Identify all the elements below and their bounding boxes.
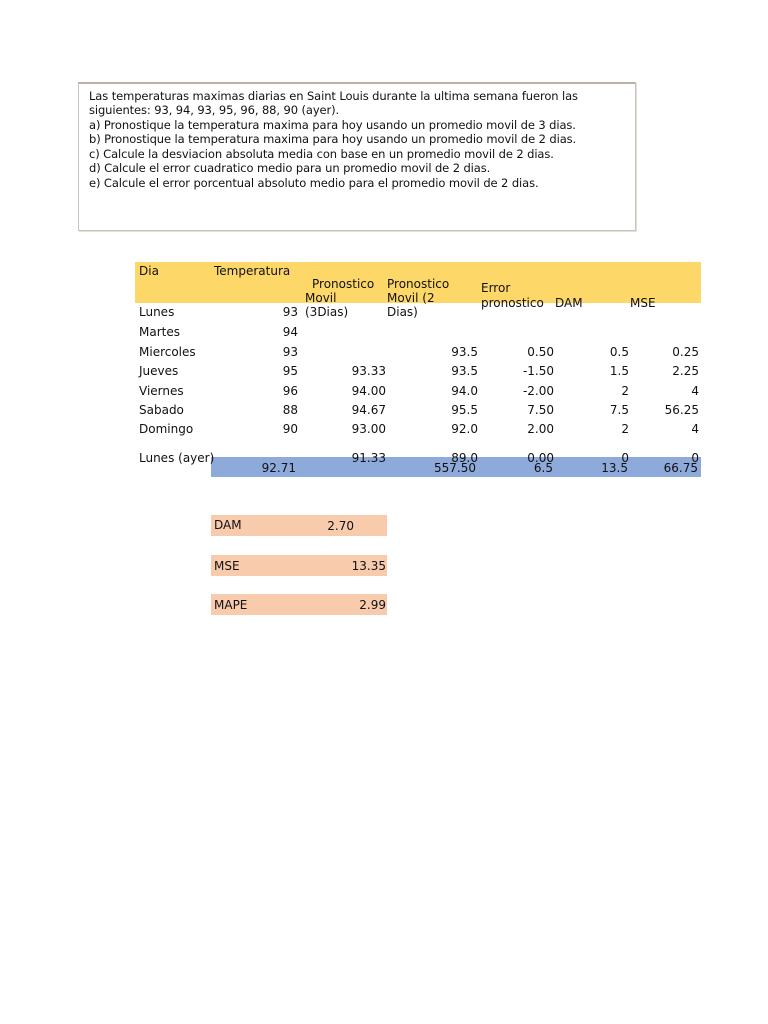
cell-dam: 7.5	[609, 403, 629, 417]
summary-label: MSE	[214, 559, 240, 573]
cell-error: 0.00	[527, 451, 554, 465]
cell-dam: 2	[621, 422, 629, 436]
cell-pm2: 89.0	[451, 451, 478, 465]
cell-dam: 0.5	[609, 345, 629, 359]
cell-pm3: 94.00	[351, 384, 386, 398]
summary-value: 13.35	[351, 559, 386, 573]
header-pm2-line2: Movil (2	[387, 291, 435, 305]
cell-error: -1.50	[522, 364, 554, 378]
cell-dia: Lunes	[139, 305, 175, 319]
cell-mse: 56.25	[664, 403, 699, 417]
cell-mse: 0	[691, 451, 699, 465]
problem-line: d) Calcule el error cuadratico medio para un promedio movil de 2 dias.	[89, 161, 491, 175]
problem-line: Las temperaturas maximas diarias en Saint Louis durante la ultima semana fueron las	[89, 89, 578, 103]
problem-line: b) Pronostique la temperatura maxima para hoy usando un promedio movil de 2 dias.	[89, 132, 577, 146]
header-temperatura: Temperatura	[214, 264, 291, 278]
cell-temp: 88	[282, 403, 298, 417]
cell-dia: Martes	[139, 325, 180, 339]
total-mse: 66.75	[663, 461, 698, 475]
total-pm2: 557.50	[434, 461, 476, 475]
total-temp: 92.71	[261, 461, 296, 475]
cell-pm2: 95.5	[451, 403, 478, 417]
cell-pm3: 91.33	[351, 451, 386, 465]
cell-temp: 96	[282, 384, 298, 398]
cell-dam: 1.5	[609, 364, 629, 378]
header-pm3-line2: Movil	[305, 291, 337, 305]
cell-dia: Jueves	[139, 364, 179, 378]
cell-error: 2.00	[527, 422, 554, 436]
cell-dia: Miercoles	[139, 345, 196, 359]
header-mse: MSE	[630, 296, 656, 310]
cell-pm2: 92.0	[451, 422, 478, 436]
cell-dam: 2	[621, 384, 629, 398]
header-error-line2: pronostico	[481, 296, 544, 310]
cell-pm2: 93.5	[451, 345, 478, 359]
cell-mse: 4	[691, 384, 699, 398]
cell-error: 7.50	[527, 403, 554, 417]
summary-label: DAM	[214, 518, 242, 532]
cell-error: -2.00	[522, 384, 554, 398]
cell-pm3: 93.33	[351, 364, 386, 378]
header-dam: DAM	[555, 296, 583, 310]
cell-error: 0.50	[527, 345, 554, 359]
summary-value: 2.99	[359, 598, 386, 612]
header-pm2-line3: Dias)	[387, 305, 418, 319]
cell-temp: 95	[282, 364, 298, 378]
cell-dia: Lunes (ayer)	[139, 451, 215, 465]
cell-temp: 90	[282, 422, 298, 436]
summary-label: MAPE	[214, 598, 248, 612]
cell-temp: 93	[282, 305, 298, 319]
cell-dam: 0	[621, 451, 629, 465]
cell-mse: 0.25	[672, 345, 699, 359]
cell-temp: 93	[282, 345, 298, 359]
cell-dia: Domingo	[139, 422, 194, 436]
cell-pm3: 94.67	[351, 403, 386, 417]
problem-line: a) Pronostique la temperatura maxima para hoy usando un promedio movil de 3 dias.	[89, 118, 576, 132]
total-error: 6.5	[533, 461, 553, 475]
summary-value: 2.70	[327, 519, 354, 533]
cell-pm3: 93.00	[351, 422, 386, 436]
cell-dia: Viernes	[139, 384, 184, 398]
cell-dia: Sabado	[139, 403, 184, 417]
header-dia: Dia	[139, 264, 159, 278]
header-pm3-line3: (3Dias)	[305, 305, 349, 319]
header-pm3-line1: Pronostico	[312, 277, 375, 291]
problem-line: siguientes: 93, 94, 93, 95, 96, 88, 90 (ayer).	[89, 103, 340, 117]
header-error-line1: Error	[481, 281, 511, 295]
cell-pm2: 93.5	[451, 364, 478, 378]
problem-line: e) Calcule el error porcentual absoluto medio para el promedio movil de 2 dias.	[89, 176, 539, 190]
header-pm2-line1: Pronostico	[387, 277, 450, 291]
cell-pm2: 94.0	[451, 384, 478, 398]
cell-temp: 94	[282, 325, 298, 339]
problem-line: c) Calcule la desviacion absoluta media con base en un promedio movil de 2 dias.	[89, 147, 554, 161]
cell-mse: 4	[691, 422, 699, 436]
cell-mse: 2.25	[672, 364, 699, 378]
total-dam: 13.5	[601, 461, 628, 475]
problem-textbox	[78, 82, 636, 231]
